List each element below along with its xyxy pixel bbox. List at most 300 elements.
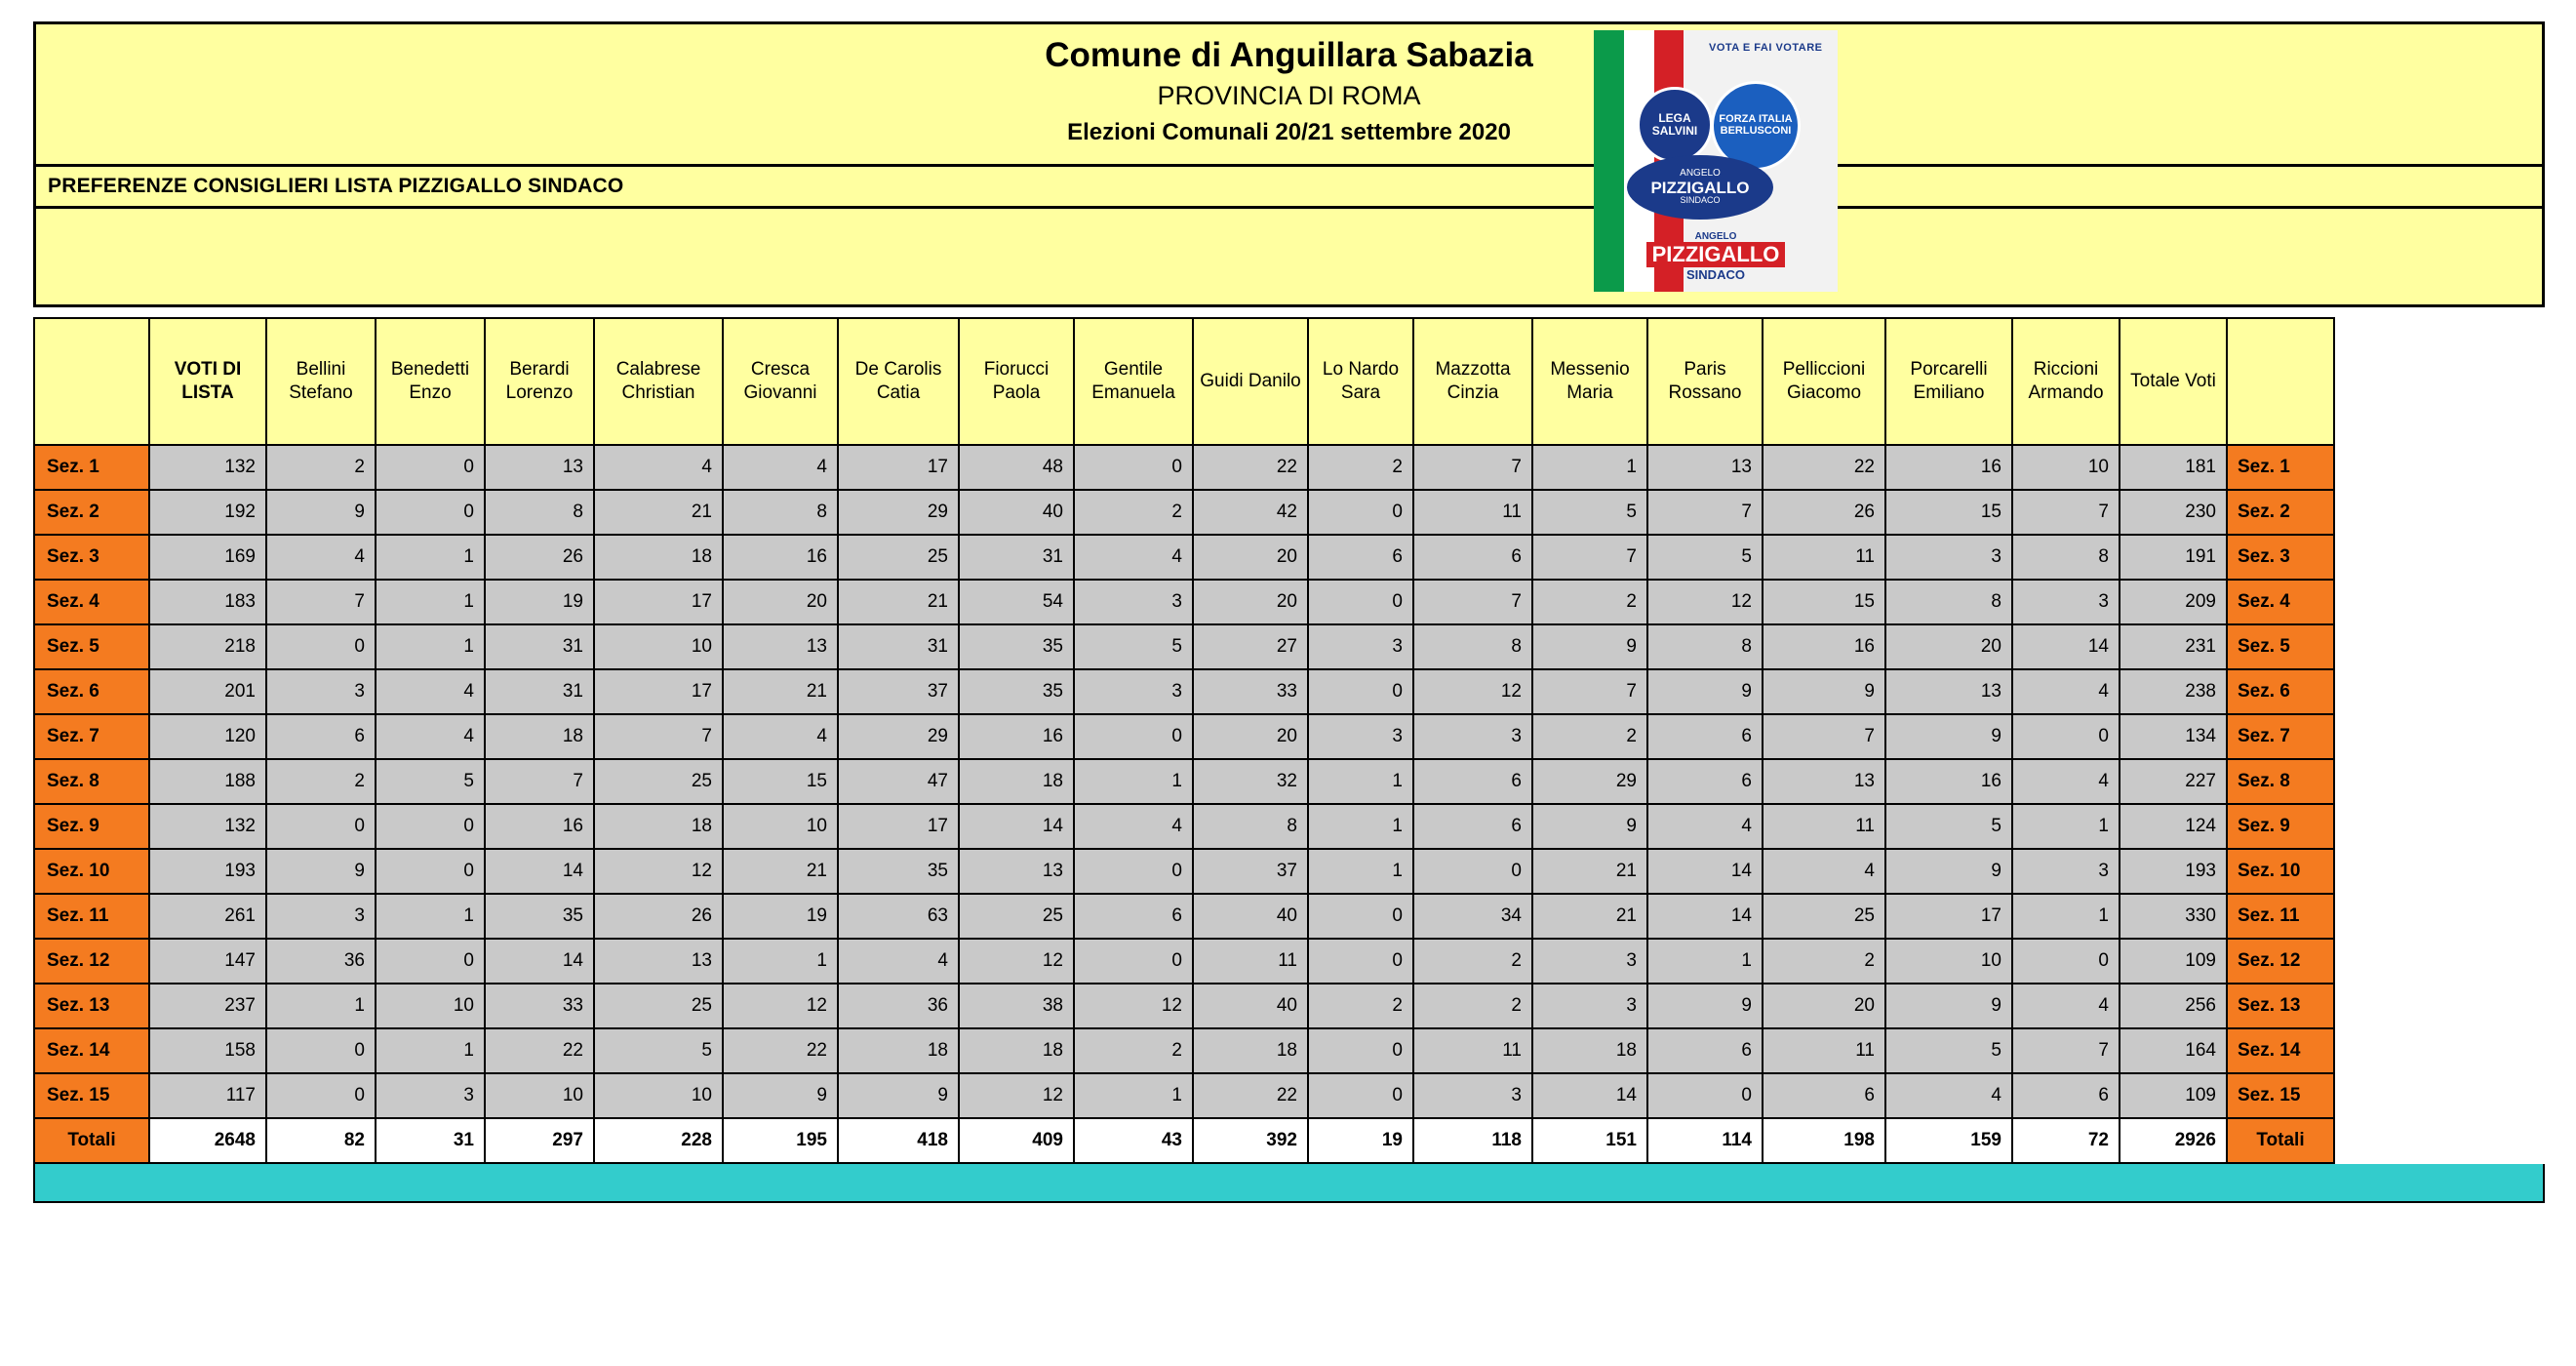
cell-value: 35: [959, 669, 1074, 714]
cell-value: 9: [1885, 849, 2012, 894]
cell-value: 1: [1074, 1073, 1193, 1118]
column-header-5: Calabrese Christian: [594, 318, 723, 445]
cell-value: 0: [266, 624, 376, 669]
cell-value: 6: [1647, 759, 1763, 804]
cell-value: 4: [2012, 984, 2120, 1028]
column-header-13: Messenio Maria: [1532, 318, 1647, 445]
cell-value: 14: [2012, 624, 2120, 669]
column-header-10: Guidi Danilo: [1193, 318, 1308, 445]
column-header-6: Cresca Giovanni: [723, 318, 838, 445]
cell-value: 20: [1193, 535, 1308, 580]
cell-value: 29: [838, 714, 959, 759]
cell-value: 10: [1885, 939, 2012, 984]
column-header-15: Pelliccioni Giacomo: [1763, 318, 1885, 445]
cell-value: 21: [838, 580, 959, 624]
cell-value: 2: [1763, 939, 1885, 984]
cell-value: 2: [1413, 984, 1532, 1028]
cell-value: 7: [485, 759, 594, 804]
row-label-left: Sez. 1: [34, 445, 149, 490]
cell-value: 3: [2012, 849, 2120, 894]
table-corner-right: [2227, 318, 2334, 445]
cell-value: 14: [959, 804, 1074, 849]
cell-value: 40: [1193, 984, 1308, 1028]
totals-cell: 19: [1308, 1118, 1413, 1163]
cell-value: 21: [723, 849, 838, 894]
cell-value: 4: [723, 714, 838, 759]
cell-value: 11: [1763, 804, 1885, 849]
cell-value: 31: [838, 624, 959, 669]
cell-value: 109: [2120, 1073, 2227, 1118]
report-sheet: [33, 21, 2545, 1203]
row-label-right: Sez. 8: [2227, 759, 2334, 804]
table-row: [34, 1073, 2334, 1118]
cell-value: 1: [376, 580, 485, 624]
cell-value: 14: [1647, 894, 1763, 939]
totals-label-right: Totali: [2227, 1118, 2334, 1163]
cell-value: 4: [1763, 849, 1885, 894]
cell-value: 0: [1647, 1073, 1763, 1118]
totals-cell: 2926: [2120, 1118, 2227, 1163]
column-header-8: Fiorucci Paola: [959, 318, 1074, 445]
cell-value: 13: [723, 624, 838, 669]
cell-value: 5: [594, 1028, 723, 1073]
cell-value: 1: [376, 535, 485, 580]
cell-value: 7: [2012, 490, 2120, 535]
cell-value: 0: [2012, 939, 2120, 984]
cell-value: 6: [1413, 535, 1532, 580]
cell-value: 3: [376, 1073, 485, 1118]
totals-cell: 114: [1647, 1118, 1763, 1163]
cell-value: 2: [266, 759, 376, 804]
totals-cell: 297: [485, 1118, 594, 1163]
cell-value: 9: [838, 1073, 959, 1118]
totals-cell: 228: [594, 1118, 723, 1163]
table-row: [34, 445, 2334, 490]
cell-value: 14: [485, 939, 594, 984]
cell-value: 21: [723, 669, 838, 714]
table-row: [34, 759, 2334, 804]
row-label-right: Sez. 5: [2227, 624, 2334, 669]
cell-value: 20: [723, 580, 838, 624]
cell-value: 7: [1647, 490, 1763, 535]
row-label-left: Sez. 3: [34, 535, 149, 580]
results-table: [33, 317, 2335, 1164]
cell-value: 7: [1413, 445, 1532, 490]
cell-value: 1: [2012, 804, 2120, 849]
cell-value: 4: [594, 445, 723, 490]
column-header-3: Benedetti Enzo: [376, 318, 485, 445]
cell-value: 169: [149, 535, 266, 580]
totals-cell: 198: [1763, 1118, 1885, 1163]
column-header-4: Berardi Lorenzo: [485, 318, 594, 445]
cell-value: 14: [1532, 1073, 1647, 1118]
column-header-7: De Carolis Catia: [838, 318, 959, 445]
cell-value: 0: [376, 849, 485, 894]
cell-value: 4: [723, 445, 838, 490]
cell-value: 5: [1532, 490, 1647, 535]
cell-value: 17: [594, 669, 723, 714]
cell-value: 134: [2120, 714, 2227, 759]
table-row: [34, 1028, 2334, 1073]
cell-value: 13: [1885, 669, 2012, 714]
column-header-16: Porcarelli Emiliano: [1885, 318, 2012, 445]
cell-value: 8: [1193, 804, 1308, 849]
cell-value: 193: [2120, 849, 2227, 894]
cell-value: 3: [266, 669, 376, 714]
row-label-right: Sez. 15: [2227, 1073, 2334, 1118]
cell-value: 9: [723, 1073, 838, 1118]
cell-value: 1: [723, 939, 838, 984]
cell-value: 14: [485, 849, 594, 894]
totals-cell: 418: [838, 1118, 959, 1163]
cell-value: 6: [1413, 804, 1532, 849]
cell-value: 6: [1763, 1073, 1885, 1118]
cell-value: 0: [1308, 580, 1413, 624]
cell-value: 9: [1647, 984, 1763, 1028]
cell-value: 2: [1308, 445, 1413, 490]
cell-value: 0: [266, 1028, 376, 1073]
cell-value: 12: [723, 984, 838, 1028]
cell-value: 16: [1763, 624, 1885, 669]
cell-value: 5: [1885, 1028, 2012, 1073]
page-title: Comune di Anguillara Sabazia: [1045, 36, 1533, 74]
cell-value: 256: [2120, 984, 2227, 1028]
row-label-right: Sez. 14: [2227, 1028, 2334, 1073]
province-label: PROVINCIA DI ROMA: [1157, 81, 1421, 111]
cell-value: 16: [1885, 445, 2012, 490]
logo-bottom-line-1: ANGELO: [1694, 231, 1737, 242]
cell-value: 4: [266, 535, 376, 580]
cell-value: 16: [485, 804, 594, 849]
cell-value: 35: [485, 894, 594, 939]
row-label-left: Sez. 2: [34, 490, 149, 535]
oval-line-2: PIZZIGALLO: [1650, 178, 1750, 197]
logo-bottom-line-2: PIZZIGALLO: [1646, 242, 1786, 267]
cell-value: 10: [594, 624, 723, 669]
cell-value: 8: [1413, 624, 1532, 669]
report-header: [33, 21, 2545, 307]
cell-value: 20: [1193, 580, 1308, 624]
cell-value: 31: [485, 669, 594, 714]
cell-value: 2: [1413, 939, 1532, 984]
cell-value: 3: [1074, 580, 1193, 624]
cell-value: 0: [376, 939, 485, 984]
cell-value: 158: [149, 1028, 266, 1073]
cell-value: 12: [1074, 984, 1193, 1028]
cell-value: 15: [1763, 580, 1885, 624]
cell-value: 18: [959, 759, 1074, 804]
cell-value: 181: [2120, 445, 2227, 490]
cell-value: 0: [2012, 714, 2120, 759]
cell-value: 191: [2120, 535, 2227, 580]
cell-value: 4: [376, 714, 485, 759]
cell-value: 4: [1074, 535, 1193, 580]
cell-value: 14: [1647, 849, 1763, 894]
cell-value: 9: [1885, 984, 2012, 1028]
totals-cell: 31: [376, 1118, 485, 1163]
cell-value: 0: [266, 1073, 376, 1118]
cell-value: 330: [2120, 894, 2227, 939]
row-label-right: Sez. 7: [2227, 714, 2334, 759]
cell-value: 63: [838, 894, 959, 939]
totals-cell: 118: [1413, 1118, 1532, 1163]
totals-cell: 195: [723, 1118, 838, 1163]
cell-value: 32: [1193, 759, 1308, 804]
cell-value: 1: [1308, 804, 1413, 849]
row-label-left: Sez. 13: [34, 984, 149, 1028]
totals-cell: 159: [1885, 1118, 2012, 1163]
cell-value: 230: [2120, 490, 2227, 535]
cell-value: 3: [2012, 580, 2120, 624]
cell-value: 9: [1532, 624, 1647, 669]
cell-value: 238: [2120, 669, 2227, 714]
cell-value: 34: [1413, 894, 1532, 939]
cell-value: 0: [376, 490, 485, 535]
cell-value: 1: [376, 624, 485, 669]
cell-value: 2: [1074, 1028, 1193, 1073]
cell-value: 1: [376, 1028, 485, 1073]
cell-value: 0: [376, 804, 485, 849]
cell-value: 19: [485, 580, 594, 624]
cell-value: 2: [1308, 984, 1413, 1028]
table-row: [34, 804, 2334, 849]
cell-value: 16: [723, 535, 838, 580]
cell-value: 29: [838, 490, 959, 535]
cell-value: 25: [594, 984, 723, 1028]
row-label-left: Sez. 14: [34, 1028, 149, 1073]
cell-value: 25: [1763, 894, 1885, 939]
row-label-right: Sez. 9: [2227, 804, 2334, 849]
cell-value: 18: [838, 1028, 959, 1073]
cell-value: 17: [1885, 894, 2012, 939]
totals-row: [34, 1118, 2334, 1163]
row-label-left: Sez. 7: [34, 714, 149, 759]
cell-value: 3: [1308, 624, 1413, 669]
header-blank-area: [36, 209, 2542, 304]
cell-value: 9: [1763, 669, 1885, 714]
cell-value: 35: [838, 849, 959, 894]
cell-value: 3: [1413, 714, 1532, 759]
cell-value: 35: [959, 624, 1074, 669]
cell-value: 132: [149, 445, 266, 490]
election-label: Elezioni Comunali 20/21 settembre 2020: [1067, 119, 1511, 146]
cell-value: 201: [149, 669, 266, 714]
cell-value: 11: [1413, 490, 1532, 535]
cell-value: 8: [1647, 624, 1763, 669]
cell-value: 218: [149, 624, 266, 669]
cell-value: 13: [1763, 759, 1885, 804]
cell-value: 22: [485, 1028, 594, 1073]
cell-value: 6: [266, 714, 376, 759]
cell-value: 0: [1308, 1073, 1413, 1118]
cell-value: 17: [838, 804, 959, 849]
cell-value: 22: [723, 1028, 838, 1073]
cell-value: 22: [1193, 445, 1308, 490]
cell-value: 0: [1074, 714, 1193, 759]
row-label-right: Sez. 1: [2227, 445, 2334, 490]
row-label-right: Sez. 11: [2227, 894, 2334, 939]
cell-value: 37: [838, 669, 959, 714]
row-label-right: Sez. 4: [2227, 580, 2334, 624]
cell-value: 3: [1885, 535, 2012, 580]
row-label-left: Sez. 15: [34, 1073, 149, 1118]
cell-value: 0: [1308, 1028, 1413, 1073]
row-label-right: Sez. 2: [2227, 490, 2334, 535]
cell-value: 117: [149, 1073, 266, 1118]
header-row: [34, 318, 2334, 445]
cell-value: 231: [2120, 624, 2227, 669]
cell-value: 164: [2120, 1028, 2227, 1073]
cell-value: 5: [1647, 535, 1763, 580]
cell-value: 8: [723, 490, 838, 535]
table-row: [34, 984, 2334, 1028]
table-row: [34, 849, 2334, 894]
cell-value: 18: [1532, 1028, 1647, 1073]
cell-value: 5: [1074, 624, 1193, 669]
cell-value: 12: [1647, 580, 1763, 624]
cell-value: 209: [2120, 580, 2227, 624]
cell-value: 0: [1074, 445, 1193, 490]
cell-value: 20: [1763, 984, 1885, 1028]
cell-value: 11: [1413, 1028, 1532, 1073]
cell-value: 4: [2012, 759, 2120, 804]
preference-row: [36, 167, 2542, 206]
cell-value: 12: [594, 849, 723, 894]
row-label-left: Sez. 10: [34, 849, 149, 894]
cell-value: 21: [594, 490, 723, 535]
cell-value: 37: [1193, 849, 1308, 894]
totals-cell: 151: [1532, 1118, 1647, 1163]
cell-value: 6: [1647, 1028, 1763, 1073]
cell-value: 3: [266, 894, 376, 939]
cell-value: 193: [149, 849, 266, 894]
cell-value: 0: [266, 804, 376, 849]
cell-value: 12: [959, 1073, 1074, 1118]
cell-value: 12: [959, 939, 1074, 984]
cell-value: 20: [1885, 624, 2012, 669]
cell-value: 33: [485, 984, 594, 1028]
footer-bar: [33, 1164, 2545, 1203]
cell-value: 1: [1308, 759, 1413, 804]
table-row: [34, 714, 2334, 759]
cell-value: 7: [2012, 1028, 2120, 1073]
cell-value: 0: [376, 445, 485, 490]
cell-value: 0: [1308, 490, 1413, 535]
cell-value: 9: [1647, 669, 1763, 714]
cell-value: 1: [1074, 759, 1193, 804]
cell-value: 16: [959, 714, 1074, 759]
cell-value: 18: [594, 535, 723, 580]
cell-value: 7: [1532, 669, 1647, 714]
column-header-18: Totale Voti: [2120, 318, 2227, 445]
cell-value: 17: [838, 445, 959, 490]
cell-value: 0: [1308, 894, 1413, 939]
cell-value: 8: [485, 490, 594, 535]
cell-value: 9: [266, 490, 376, 535]
cell-value: 4: [1074, 804, 1193, 849]
totals-cell: 72: [2012, 1118, 2120, 1163]
cell-value: 11: [1193, 939, 1308, 984]
cell-value: 22: [1193, 1073, 1308, 1118]
cell-value: 25: [959, 894, 1074, 939]
cell-value: 6: [2012, 1073, 2120, 1118]
logo-slogan: VOTA E FAI VOTARE: [1709, 42, 1823, 54]
cell-value: 1: [1647, 939, 1763, 984]
cell-value: 11: [1763, 535, 1885, 580]
cell-value: 4: [838, 939, 959, 984]
cell-value: 18: [1193, 1028, 1308, 1073]
cell-value: 5: [1885, 804, 2012, 849]
header-titles: [36, 24, 2542, 146]
cell-value: 10: [594, 1073, 723, 1118]
forza-italia-badge-icon: FORZA ITALIA BERLUSCONI: [1711, 81, 1801, 171]
table-head: [34, 318, 2334, 445]
cell-value: 1: [266, 984, 376, 1028]
cell-value: 10: [376, 984, 485, 1028]
cell-value: 1: [1532, 445, 1647, 490]
cell-value: 4: [1885, 1073, 2012, 1118]
cell-value: 13: [1647, 445, 1763, 490]
row-label-left: Sez. 11: [34, 894, 149, 939]
cell-value: 18: [594, 804, 723, 849]
cell-value: 2: [1074, 490, 1193, 535]
cell-value: 48: [959, 445, 1074, 490]
logo-bottom: [1594, 231, 1838, 282]
cell-value: 3: [1532, 984, 1647, 1028]
row-label-left: Sez. 8: [34, 759, 149, 804]
cell-value: 27: [1193, 624, 1308, 669]
row-label-right: Sez. 10: [2227, 849, 2334, 894]
row-label-right: Sez. 3: [2227, 535, 2334, 580]
cell-value: 0: [1413, 849, 1532, 894]
cell-value: 40: [1193, 894, 1308, 939]
cell-value: 17: [594, 580, 723, 624]
cell-value: 3: [1308, 714, 1413, 759]
column-header-9: Gentile Emanuela: [1074, 318, 1193, 445]
cell-value: 26: [594, 894, 723, 939]
cell-value: 33: [1193, 669, 1308, 714]
row-label-left: Sez. 5: [34, 624, 149, 669]
row-label-right: Sez. 6: [2227, 669, 2334, 714]
cell-value: 132: [149, 804, 266, 849]
cell-value: 2: [1532, 580, 1647, 624]
cell-value: 124: [2120, 804, 2227, 849]
cell-value: 8: [1885, 580, 2012, 624]
cell-value: 36: [266, 939, 376, 984]
candidate-oval: [1627, 155, 1773, 220]
row-label-right: Sez. 13: [2227, 984, 2334, 1028]
row-label-left: Sez. 6: [34, 669, 149, 714]
cell-value: 1: [376, 894, 485, 939]
cell-value: 10: [485, 1073, 594, 1118]
cell-value: 11: [1763, 1028, 1885, 1073]
cell-value: 2: [266, 445, 376, 490]
column-header-11: Lo Nardo Sara: [1308, 318, 1413, 445]
cell-value: 0: [1074, 849, 1193, 894]
cell-value: 109: [2120, 939, 2227, 984]
table-row: [34, 580, 2334, 624]
oval-line-1: ANGELO: [1680, 168, 1721, 180]
table-row: [34, 669, 2334, 714]
table-row: [34, 894, 2334, 939]
cell-value: 25: [838, 535, 959, 580]
cell-value: 5: [376, 759, 485, 804]
cell-value: 4: [376, 669, 485, 714]
cell-value: 1: [2012, 894, 2120, 939]
cell-value: 31: [959, 535, 1074, 580]
cell-value: 261: [149, 894, 266, 939]
cell-value: 19: [723, 894, 838, 939]
